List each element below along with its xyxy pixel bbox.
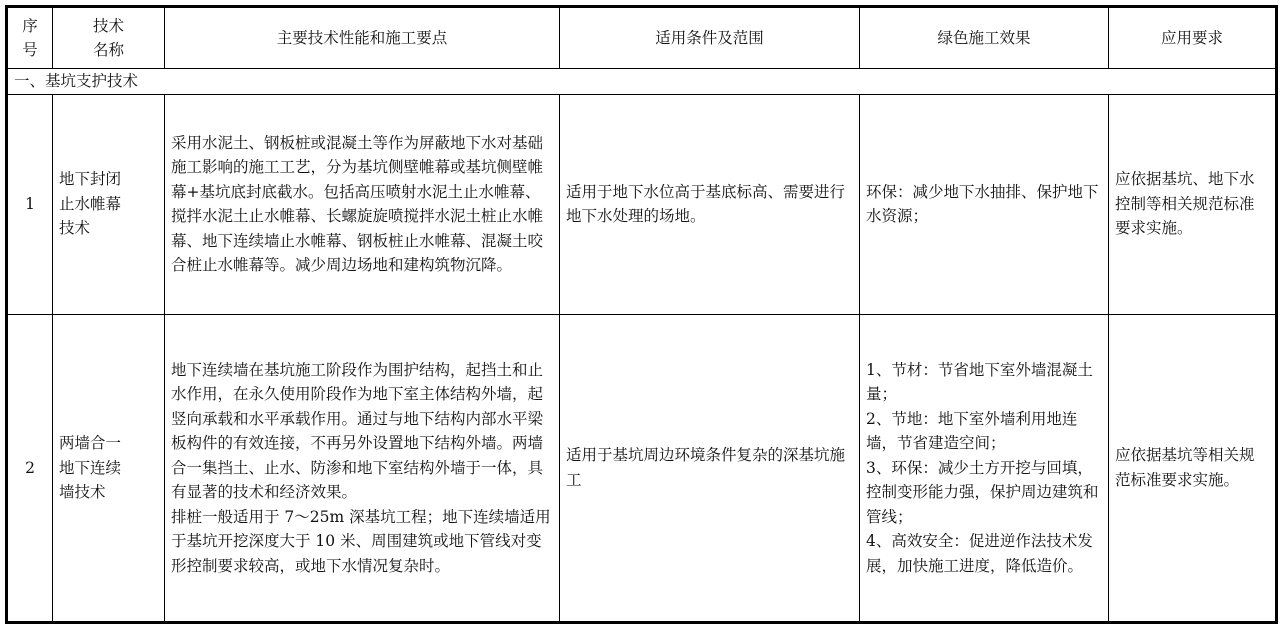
row-no: 1 bbox=[7, 94, 53, 314]
header-no: 序 号 bbox=[7, 7, 53, 69]
header-performance: 主要技术性能和施工要点 bbox=[165, 7, 560, 69]
row-requirements: 应依据基坑等相关规范标准要求实施。 bbox=[1109, 314, 1277, 623]
section-title: 一、基坑支护技术 bbox=[7, 69, 1277, 95]
row-green-effect: 环保：减少地下水抽排、保护地下水资源； bbox=[860, 94, 1109, 314]
row-performance: 地下连续墙在基坑施工阶段作为围护结构，起挡土和止水作用，在永久使用阶段作为地下室主体结构外墙，起竖向承载和水平承载作用。通过与地下结构内部水平梁板构件的有效连接，不再另外设置地下结构外墙。两墙合一集挡土、止水、防渗和地下室结构外墙于一体，具有显著的技术和经济效果。 排桩一般适用于 7～25m 深基坑工程；地下连续墙适用于基坑开挖深度大于 10 米、周围建筑或地下管线对变形控制要求较高，或地下水情况复杂时。 bbox=[165, 314, 560, 623]
header-requirements: 应用要求 bbox=[1109, 7, 1277, 69]
row-name: 两墙合一 地下连续 墙技术 bbox=[53, 314, 165, 623]
table-row bbox=[7, 314, 1277, 623]
row-performance: 采用水泥土、钢板桩或混凝土等作为屏蔽地下水对基础施工影响的施工工艺，分为基坑侧壁帷幕或基坑侧壁帷幕+基坑底封底截水。包括高压喷射水泥土止水帷幕、搅拌水泥土止水帷幕、长螺旋旋喷搅拌水泥土桩止水帷幕、地下连续墙止水帷幕、钢板桩止水帷幕、混凝土咬合桩止水帷幕等。减少周边场地和建构筑物沉降。 bbox=[165, 94, 560, 314]
header-conditions: 适用条件及范围 bbox=[560, 7, 860, 69]
technology-table bbox=[5, 5, 1278, 624]
row-name: 地下封闭 止水帷幕 技术 bbox=[53, 94, 165, 314]
section-row bbox=[7, 69, 1277, 95]
table-row bbox=[7, 94, 1277, 314]
header-green-effect: 绿色施工效果 bbox=[860, 7, 1109, 69]
header-name: 技术 名称 bbox=[53, 7, 165, 69]
row-no: 2 bbox=[7, 314, 53, 623]
row-conditions: 适用于基坑周边环境条件复杂的深基坑施工 bbox=[560, 314, 860, 623]
row-requirements: 应依据基坑、地下水控制等相关规范标准要求实施。 bbox=[1109, 94, 1277, 314]
row-green-effect: 1、节材：节省地下室外墙混凝土量； 2、节地：地下室外墙利用地连墙，节省建造空间； 3、环保：减少土方开挖与回填，控制变形能力强，保护周边建筑和管线； 4、高效安全：促进逆作法技术发展，加快施工进度，降低造价。 bbox=[860, 314, 1109, 623]
header-row bbox=[7, 7, 1277, 69]
row-conditions: 适用于地下水位高于基底标高、需要进行地下水处理的场地。 bbox=[560, 94, 860, 314]
